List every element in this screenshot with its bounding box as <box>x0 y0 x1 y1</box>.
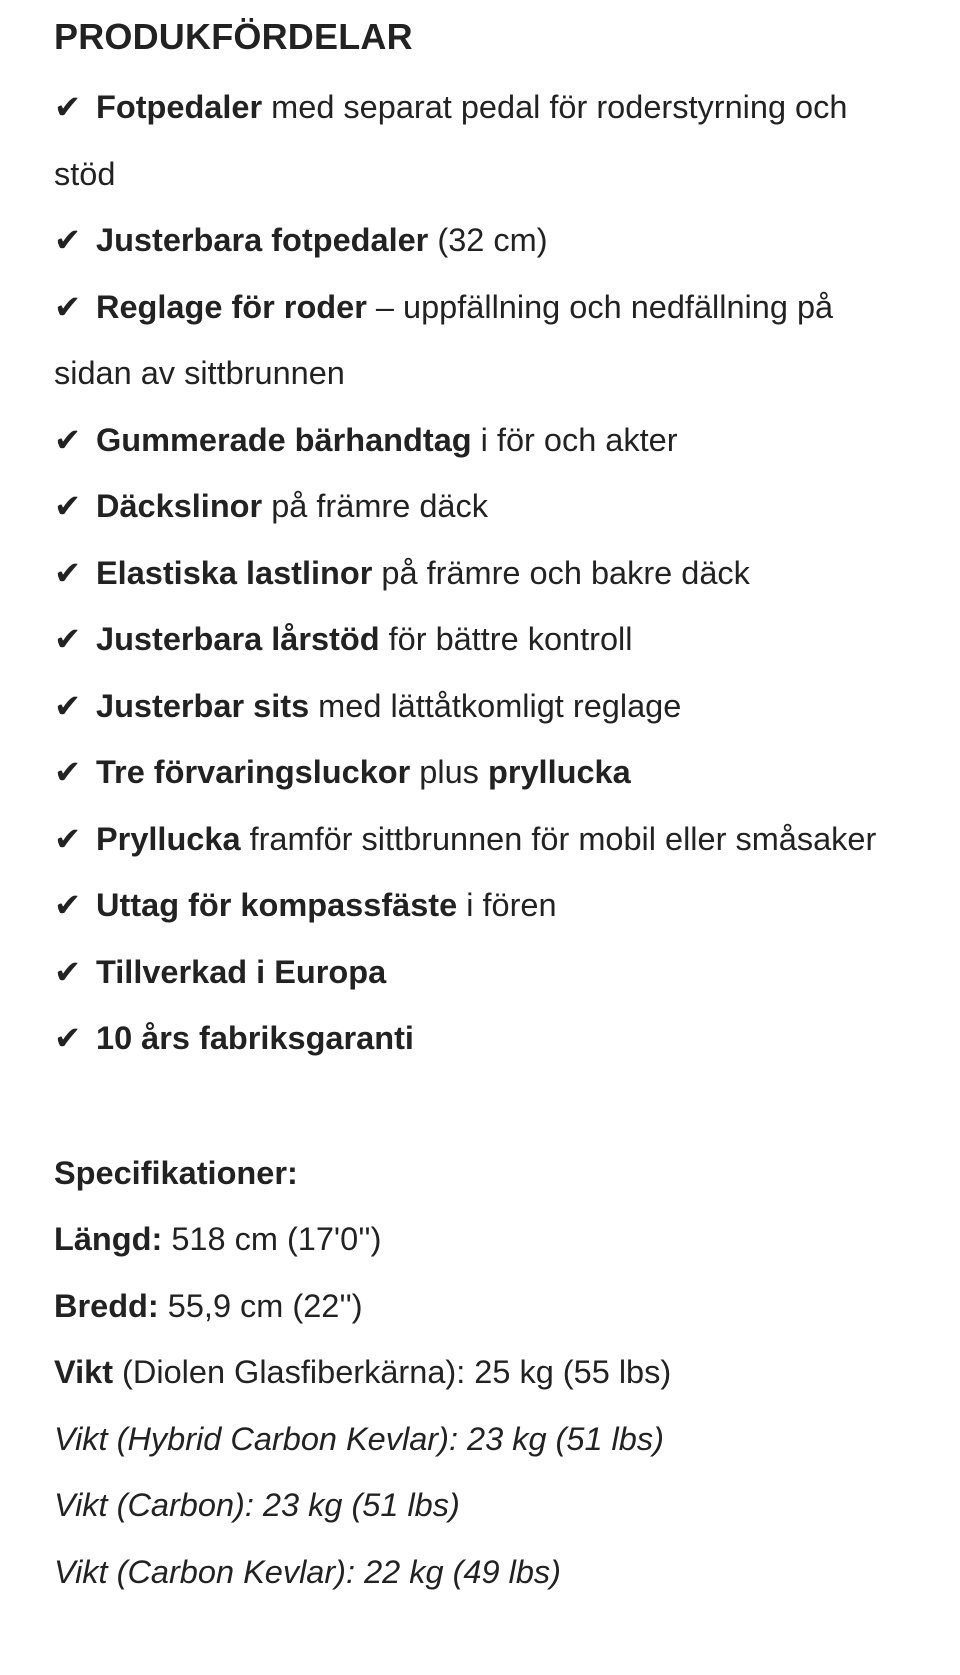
checkmark-icon: ✔ <box>54 554 82 591</box>
checkmark-icon: ✔ <box>54 820 82 857</box>
feature-text: (32 cm) <box>428 222 548 258</box>
feature-bold: Justerbara fotpedaler <box>96 222 429 258</box>
spec-weight-glassfiber <box>54 1339 960 1406</box>
section-spacer <box>54 1072 960 1140</box>
feature-item <box>54 274 904 407</box>
feature-item <box>54 939 904 1006</box>
feature-item <box>54 407 904 474</box>
feature-item <box>54 473 904 540</box>
checkmark-icon: ✔ <box>54 222 82 258</box>
feature-item <box>54 673 904 740</box>
spec-value: Vikt (Carbon): 23 kg (51 lbs) <box>54 1487 460 1523</box>
spec-value: 518 cm (17'0'') <box>162 1221 382 1257</box>
feature-bold: Tre förvaringsluckor <box>96 754 411 790</box>
feature-bold: Justerbara lårstöd <box>96 621 380 657</box>
feature-text: framför sittbrunnen för mobil eller småsaker <box>240 820 877 857</box>
specifications-title: Specifikationer: <box>54 1154 298 1191</box>
feature-bold: Elastiska lastlinor <box>96 554 373 591</box>
feature-bold: Pryllucka <box>96 820 241 857</box>
feature-item <box>54 207 904 274</box>
checkmark-icon: ✔ <box>54 687 82 724</box>
spec-weight-hybrid-carbon-kevlar <box>54 1406 960 1473</box>
feature-bold: Uttag för kompassfäste <box>96 887 458 923</box>
spec-value: 55,9 cm (22'') <box>158 1287 363 1324</box>
feature-text: med separat pedal för roderstyrning och stöd <box>54 89 848 192</box>
spec-weight-carbon-kevlar <box>54 1539 960 1606</box>
feature-bold: Reglage för roder <box>96 288 367 325</box>
spec-label: Längd: <box>54 1221 163 1257</box>
feature-item <box>54 806 904 873</box>
checkmark-icon: ✔ <box>54 953 82 990</box>
spec-value: (Diolen Glasfiberkärna): 25 kg (55 lbs) <box>113 1354 672 1390</box>
feature-bold: Justerbar sits <box>96 687 310 724</box>
spec-label: Bredd: <box>54 1287 159 1324</box>
feature-text: i för och akter <box>471 421 678 458</box>
feature-text: på främre däck <box>262 488 488 524</box>
spec-value: Vikt (Hybrid Carbon Kevlar): 23 kg (51 lbs) <box>54 1420 664 1457</box>
feature-text: på främre och bakre däck <box>372 554 750 591</box>
feature-bold: 10 års fabriksgaranti <box>96 1020 414 1056</box>
checkmark-icon: ✔ <box>54 89 82 125</box>
checkmark-icon: ✔ <box>54 421 82 458</box>
feature-item <box>54 540 904 607</box>
feature-text: plus <box>410 754 488 790</box>
checkmark-icon: ✔ <box>54 754 82 790</box>
feature-bold: Tillverkad i Europa <box>96 953 387 990</box>
spec-weight-carbon <box>54 1472 960 1539</box>
feature-item <box>54 739 904 806</box>
feature-text: i fören <box>457 887 557 923</box>
checkmark-icon: ✔ <box>54 488 82 524</box>
checkmark-icon: ✔ <box>54 1020 82 1056</box>
checkmark-icon: ✔ <box>54 887 82 923</box>
feature-bold-suffix: pryllucka <box>487 754 631 790</box>
feature-bold: Däckslinor <box>96 488 263 524</box>
specifications <box>54 1140 960 1606</box>
feature-text: med lättåtkomligt reglage <box>309 687 682 724</box>
feature-item <box>54 872 904 939</box>
feature-item <box>54 606 904 673</box>
spec-length <box>54 1206 960 1273</box>
spec-value: Vikt (Carbon Kevlar): 22 kg (49 lbs) <box>54 1553 561 1590</box>
feature-item <box>54 1005 904 1072</box>
feature-bold: Fotpedaler <box>96 89 263 125</box>
checkmark-icon: ✔ <box>54 621 82 657</box>
checkmark-icon: ✔ <box>54 288 82 325</box>
spec-label: Vikt <box>54 1354 114 1390</box>
feature-bold: Gummerade bärhandtag <box>96 421 472 458</box>
section-heading: PRODUKFÖRDELAR <box>54 16 413 57</box>
feature-item <box>54 74 904 207</box>
feature-text: för bättre kontroll <box>379 621 633 657</box>
feature-text: – uppfällning och nedfällning på sidan av sittbrunnen <box>54 288 834 391</box>
feature-list <box>54 74 904 1072</box>
spec-width <box>54 1273 960 1340</box>
